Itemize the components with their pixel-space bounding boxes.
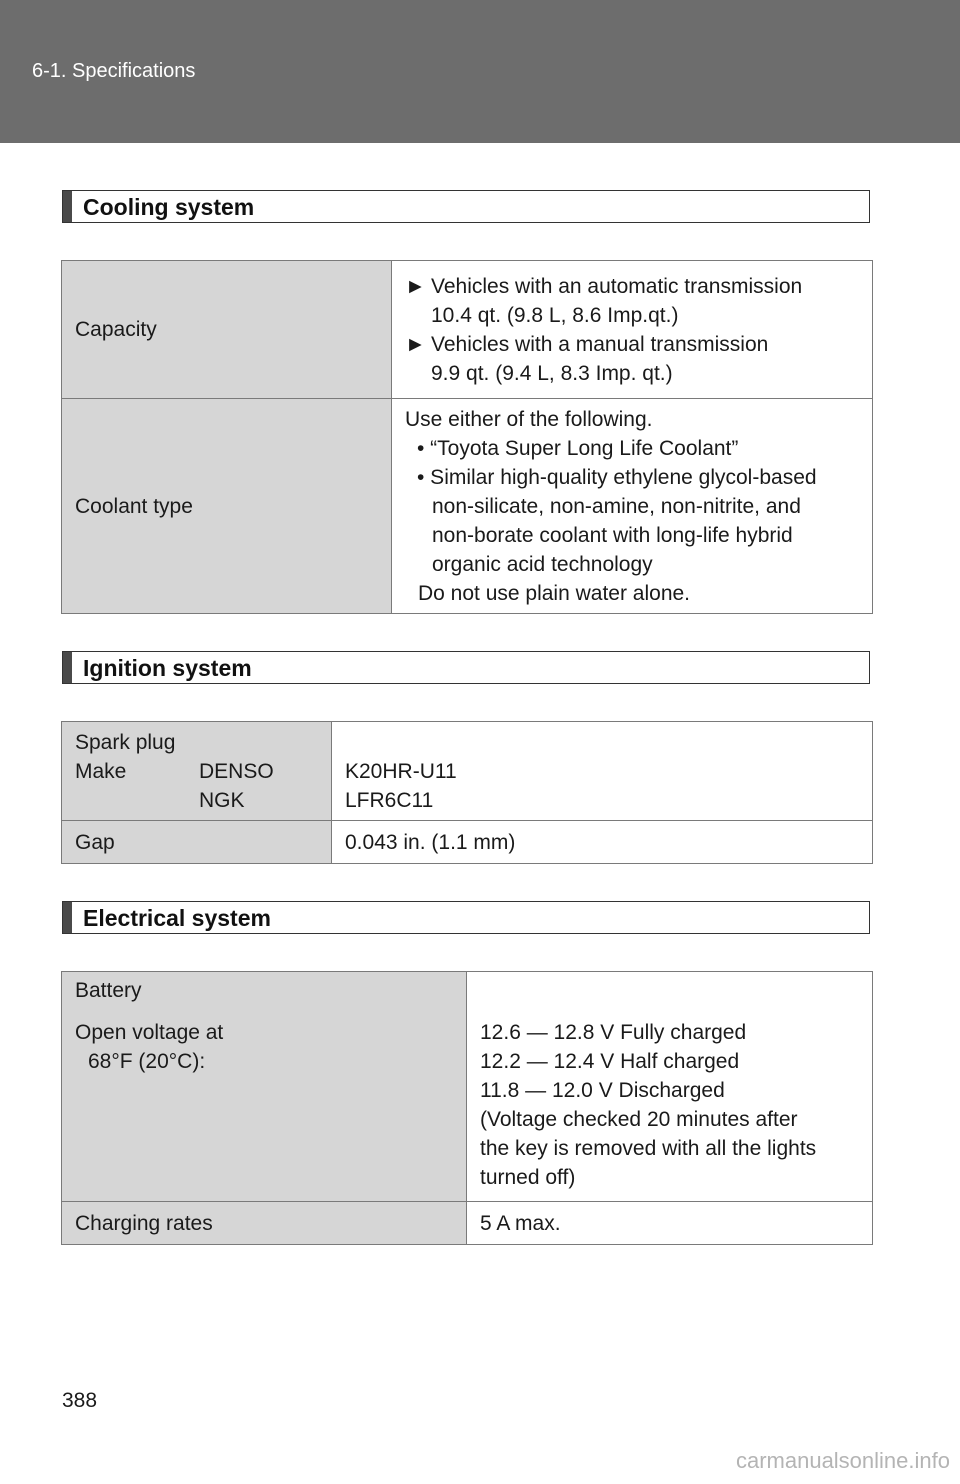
voltage-note: turned off) [480,1166,576,1189]
coolant-option-cont: non-borate coolant with long-life hybrid [432,523,793,547]
heading-bar [63,902,72,933]
section-title: Ignition system [83,655,252,681]
capacity-label: Capacity [62,261,392,399]
capacity-amount: 10.4 qt. (9.8 L, 8.6 Imp.qt.) [431,303,679,327]
voltage-line: 12.6 — 12.8 V Fully charged [480,1021,747,1044]
ignition-system-table [61,721,873,864]
table-row [62,399,873,614]
charging-rates-value: 5 A max. [467,1202,873,1245]
coolant-type-label: Coolant type [62,399,392,614]
voltage-note: the key is removed with all the lights [480,1137,817,1160]
coolant-option: • “Toyota Super Long Life Coolant” [417,436,739,460]
battery-title: Battery [75,979,142,1002]
part-number: K20HR-U11 [345,759,457,783]
spark-plug-title: Spark plug [75,730,176,754]
coolant-option: • Similar high-quality ethylene glycol-based [417,465,817,489]
gap-label: Gap [62,821,332,864]
cooling-system-heading [62,190,870,223]
coolant-option-cont: organic acid technology [432,552,653,576]
coolant-intro: Use either of the following. [405,407,653,431]
page-header [0,0,960,143]
make-label: Make [75,759,127,783]
table-row [62,821,873,864]
list-item [405,330,859,359]
voltage-line: 12.2 — 12.4 V Half charged [480,1050,740,1073]
gap-value: 0.043 in. (1.1 mm) [332,821,873,864]
battery-label [62,972,467,1202]
voltage-line: 11.8 — 12.0 V Discharged [480,1079,725,1102]
capacity-heading: Vehicles with a manual transmission [431,332,769,356]
section-title: Cooling system [83,194,255,220]
section-path: 6-1. Specifications [32,60,196,82]
battery-value [467,972,873,1202]
open-voltage-label: Open voltage at [75,1021,224,1044]
heading-bar [63,191,72,222]
spark-plug-value [332,722,873,821]
part-number: LFR6C11 [345,788,434,812]
electrical-system-heading [62,901,870,934]
voltage-note: (Voltage checked 20 minutes after [480,1108,798,1131]
open-voltage-temp: 68°F (20°C): [88,1050,206,1073]
page-number: 388 [62,1389,98,1412]
charging-rates-label: Charging rates [62,1202,467,1245]
table-row [62,722,873,821]
triangle-bullet-icon: ► [405,332,426,356]
capacity-value [392,261,873,399]
section-title: Electrical system [83,905,271,931]
cooling-system-table [61,260,873,614]
table-row [62,261,873,399]
capacity-heading: Vehicles with an automatic transmission [431,274,803,298]
triangle-bullet-icon: ► [405,274,426,298]
coolant-option-cont: non-silicate, non-amine, non-nitrite, and [432,494,801,518]
watermark: carmanualsonline.info [735,1448,950,1473]
coolant-type-value [392,399,873,614]
make-brand: NGK [199,788,245,812]
make-row [75,757,318,786]
capacity-amount: 9.9 qt. (9.4 L, 8.3 Imp. qt.) [431,361,673,385]
list-item [405,272,859,301]
coolant-note: Do not use plain water alone. [418,581,691,605]
table-row [62,972,873,1202]
electrical-system-table [61,971,873,1245]
make-brand: DENSO [199,759,274,783]
heading-bar [63,652,72,683]
spark-plug-label [62,722,332,821]
ignition-system-heading [62,651,870,684]
table-row [62,1202,873,1245]
